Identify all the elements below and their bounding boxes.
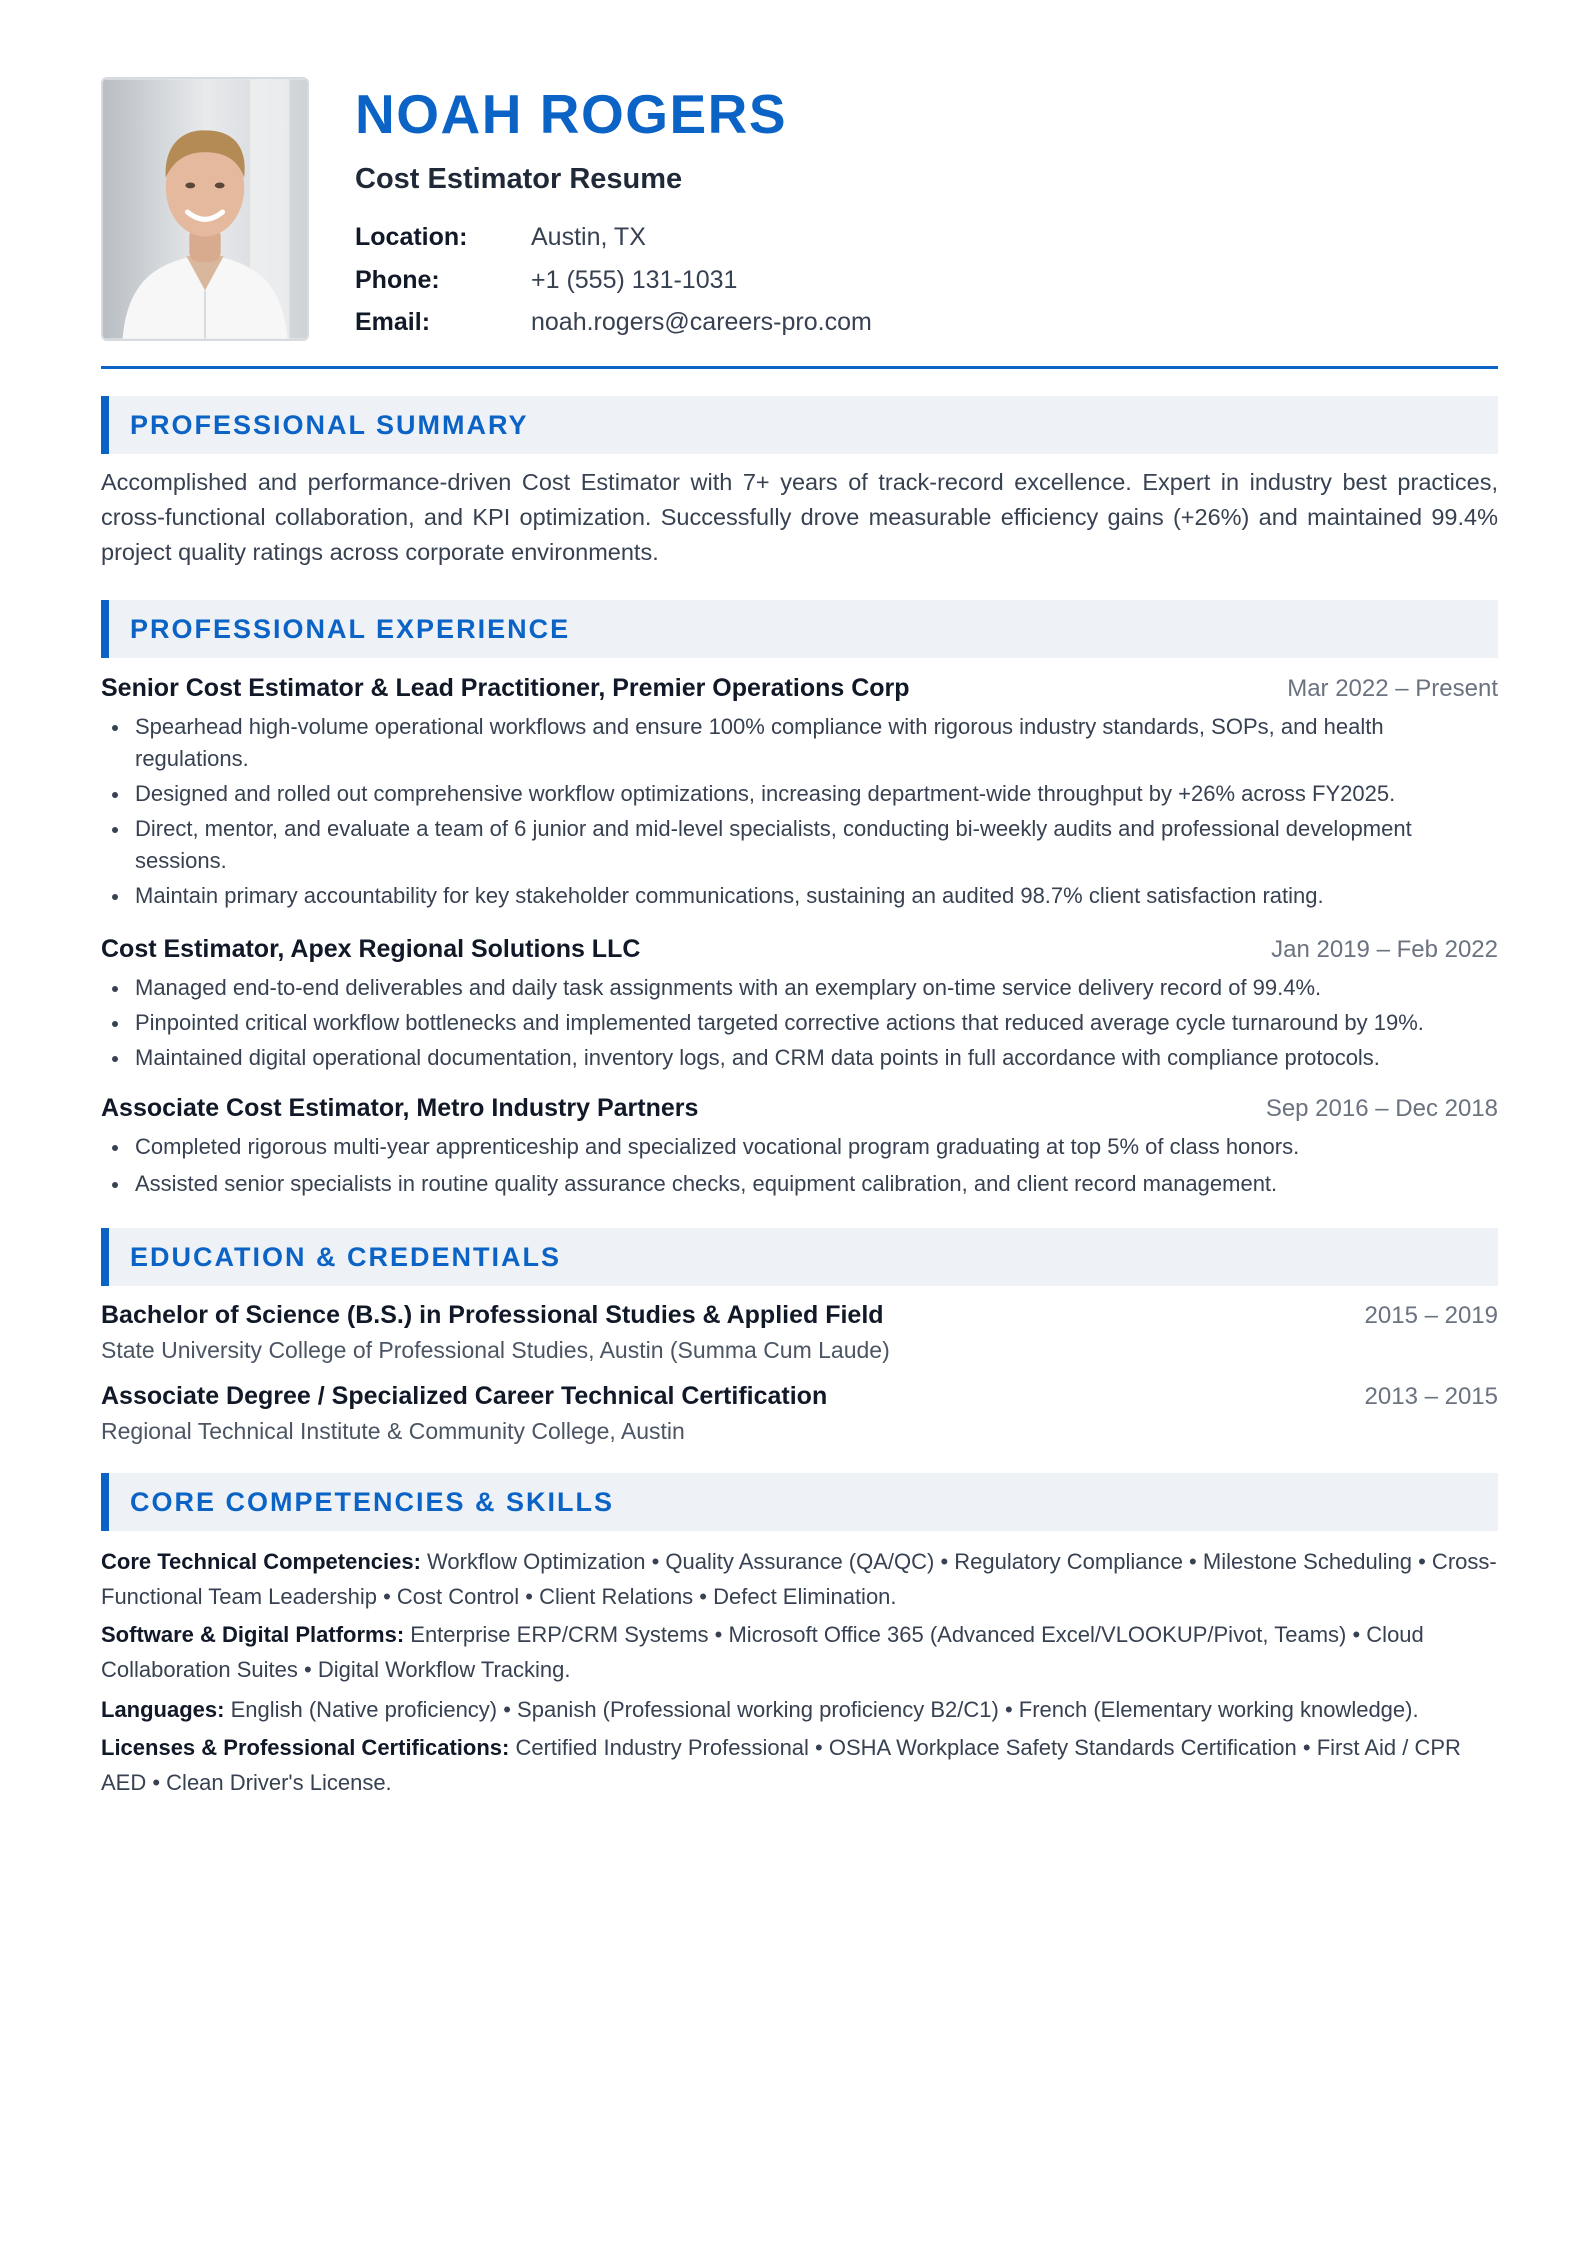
contact-value: Austin, TX xyxy=(531,223,646,251)
section-heading: PROFESSIONAL EXPERIENCE xyxy=(130,614,571,644)
job-bullets xyxy=(101,1131,1498,1200)
job-bullets xyxy=(101,711,1498,912)
section-header-summary xyxy=(101,396,1498,454)
job-dates: Sep 2016 – Dec 2018 xyxy=(1265,1095,1498,1122)
section-heading: CORE COMPETENCIES & SKILLS xyxy=(130,1487,615,1517)
degree-dates: 2013 – 2015 xyxy=(1364,1383,1498,1410)
job-title: Cost Estimator, Apex Regional Solutions LLC xyxy=(101,935,641,963)
skill-group xyxy=(101,1544,1498,1614)
school-name: Regional Technical Institute & Community College, Austin xyxy=(101,1418,685,1444)
skill-group-label: Licenses & Professional Certifications: xyxy=(101,1735,510,1760)
contact-email xyxy=(355,308,872,337)
portrait-photo-icon xyxy=(103,79,307,339)
skill-group-text: Workflow Optimization • Quality Assurance (QA/QC) • Regulatory Compliance • Milestone Scheduling • Cross-Functional Team Leadership • Cost Control • Client Relations • Defect Elimination. xyxy=(101,1549,1497,1609)
skill-group-label: Languages: xyxy=(101,1697,225,1722)
list-item: Direct, mentor, and evaluate a team of 6 junior and mid-level specialists, conducting bi-weekly audits and professional development sessions. xyxy=(101,813,1498,877)
contact-location xyxy=(355,223,646,252)
list-item: Maintain primary accountability for key stakeholder communications, sustaining an audited 98.7% client satisfaction rating. xyxy=(101,880,1498,912)
job-bullets xyxy=(101,972,1498,1074)
summary-text: Accomplished and performance-driven Cost Estimator with 7+ years of track-record excellence. Expert in industry best practices, cross-functional collaboration, and KPI optimization. Successfully drove measurable efficiency gains (+26%) and maintained 99.4% project quality ratings across corporate environments. xyxy=(101,469,1498,565)
list-item: Completed rigorous multi-year apprenticeship and specialized vocational program graduating at top 5% of class honors. xyxy=(101,1131,1498,1163)
section-header-skills xyxy=(101,1473,1498,1531)
degree-title: Bachelor of Science (B.S.) in Professional Studies & Applied Field xyxy=(101,1301,884,1329)
skill-group-text: English (Native proficiency) • Spanish (Professional working proficiency B2/C1) • French (Elementary working knowledge). xyxy=(224,1697,1419,1722)
section-header-experience xyxy=(101,600,1498,658)
degree-title: Associate Degree / Specialized Career Technical Certification xyxy=(101,1382,828,1410)
contact-value[interactable]: +1 (555) 131-1031 xyxy=(531,266,738,294)
contact-label: Email: xyxy=(355,308,431,336)
list-item: Maintained digital operational documentation, inventory logs, and CRM data points in full accordance with compliance protocols. xyxy=(101,1042,1498,1074)
list-item: Spearhead high-volume operational workflows and ensure 100% compliance with rigorous industry standards, SOPs, and health regulations. xyxy=(101,711,1498,775)
skill-group-text: Certified Industry Professional • OSHA Workplace Safety Standards Certification • First Aid / CPR AED • Clean Driver's License. xyxy=(101,1735,1461,1795)
contact-value[interactable]: noah.rogers@careers-pro.com xyxy=(531,308,872,336)
list-item: Managed end-to-end deliverables and daily task assignments with an exemplary on-time service delivery record of 99.4%. xyxy=(101,972,1498,1004)
degree-dates: 2015 – 2019 xyxy=(1364,1302,1498,1329)
list-item: Assisted senior specialists in routine quality assurance checks, equipment calibration, and client record management. xyxy=(101,1168,1498,1200)
skill-group xyxy=(101,1692,1498,1727)
skill-group-label: Software & Digital Platforms: xyxy=(101,1622,405,1647)
skill-group xyxy=(101,1730,1498,1800)
contact-phone xyxy=(355,266,737,295)
list-item: Pinpointed critical workflow bottlenecks and implemented targeted corrective actions that reduced average cycle turnaround by 19%. xyxy=(101,1007,1498,1039)
skill-group-label: Core Technical Competencies: xyxy=(101,1549,421,1574)
skill-group-text: Enterprise ERP/CRM Systems • Microsoft Office 365 (Advanced Excel/VLOOKUP/Pivot, Teams) • Cloud Collaboration Suites • Digital Workflow Tracking. xyxy=(101,1622,1424,1682)
contact-label: Phone: xyxy=(355,266,440,294)
section-header-education xyxy=(101,1228,1498,1286)
header-divider xyxy=(101,366,1498,369)
job-title: Senior Cost Estimator & Lead Practitioner, Premier Operations Corp xyxy=(101,674,910,702)
section-heading: PROFESSIONAL SUMMARY xyxy=(130,410,529,440)
school-name: State University College of Professional Studies, Austin (Summa Cum Laude) xyxy=(101,1337,890,1363)
skill-group xyxy=(101,1617,1498,1687)
contact-label: Location: xyxy=(355,223,468,251)
section-heading: EDUCATION & CREDENTIALS xyxy=(130,1242,562,1272)
candidate-name: NOAH ROGERS xyxy=(355,83,788,145)
job-dates: Mar 2022 – Present xyxy=(1287,675,1498,702)
job-title: Associate Cost Estimator, Metro Industry Partners xyxy=(101,1094,699,1122)
resume-title: Cost Estimator Resume xyxy=(355,163,683,195)
list-item: Designed and rolled out comprehensive workflow optimizations, increasing department-wide throughput by +26% across FY2025. xyxy=(101,778,1498,810)
profile-photo xyxy=(101,77,309,341)
job-dates: Jan 2019 – Feb 2022 xyxy=(1271,936,1498,963)
